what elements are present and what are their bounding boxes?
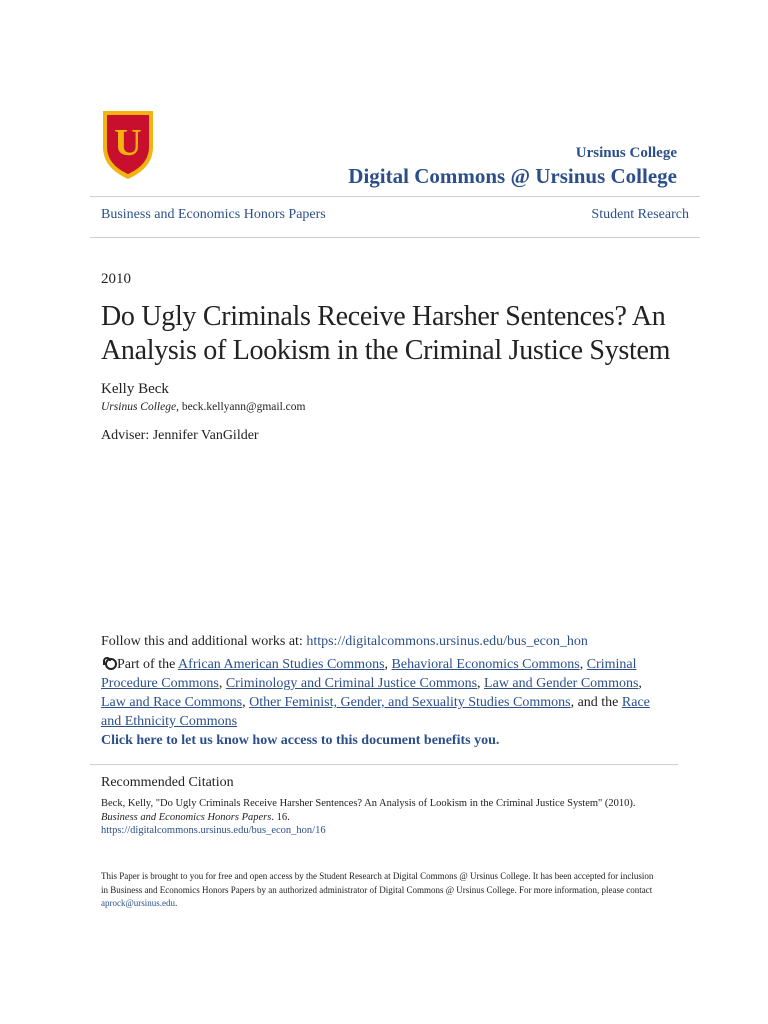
citation-series: Business and Economics Honors Papers — [101, 811, 272, 823]
adviser: Adviser: Jennifer VanGilder — [101, 428, 259, 443]
commons-link-african-american[interactable]: African American Studies Commons — [178, 657, 385, 672]
citation-number: . 16. — [271, 811, 290, 823]
citation-divider — [90, 764, 678, 765]
student-research-link[interactable]: Student Research — [591, 207, 689, 222]
part-of-commons: Part of the African American Studies Commons, Behavioral Economics Commons, Criminal Procedure Commons, Criminology and Criminal Justice Commons, Law and Gender Commons, Law and Race Commons, Other Feminist, Gender, and Sexuality Studies Commons, and the Race and Ethnicity Commons — [101, 657, 650, 729]
open-access-icon — [101, 656, 117, 670]
citation-body — [101, 797, 671, 838]
follow-label: Follow this and additional works at: — [101, 634, 307, 649]
follow-line — [101, 634, 588, 650]
site-header — [348, 145, 677, 189]
benefit-feedback-link[interactable]: Click here to let us know how access to this document benefits you. — [101, 733, 500, 748]
digital-commons-title[interactable]: Digital Commons @ Ursinus College — [348, 164, 677, 188]
commons-link-law-gender[interactable]: Law and Gender Commons — [484, 676, 639, 691]
contact-email-link[interactable]: aprock@ursinus.edu — [101, 898, 176, 908]
and-the-text: , and the — [570, 695, 622, 710]
nav-divider — [90, 237, 700, 238]
affiliation-email: , beck.kellyann@gmail.com — [176, 401, 306, 413]
footer-end: . — [175, 898, 178, 908]
commons-link-criminal-procedure[interactable]: Criminal Procedure Commons — [101, 657, 637, 691]
ursinus-shield-logo — [101, 109, 155, 181]
commons-link-feminist-studies[interactable]: Other Feminist, Gender, and Sexuality Studies Commons — [249, 695, 571, 710]
footer-text: This Paper is brought to you for free and open access by the Student Research at Digital Commons @ Ursinus College. It has been accepted for inclusion in Business and Economics Honors Papers by an authorized administrator of Digital Commons @ Ursinus College. For more information, please contact — [101, 871, 654, 895]
part-of-label: Part of the — [117, 657, 179, 672]
college-name[interactable]: Ursinus College — [575, 145, 677, 161]
commons-link-law-race[interactable]: Law and Race Commons — [101, 695, 243, 710]
author-name: Kelly Beck — [101, 381, 169, 397]
publication-year: 2010 — [101, 271, 131, 287]
commons-link-criminology[interactable]: Criminology and Criminal Justice Commons — [225, 676, 478, 691]
citation-text: Beck, Kelly, "Do Ugly Criminals Receive Harsher Sentences? An Analysis of Lookism in the Criminal Justice System" (2010). — [101, 798, 636, 809]
logo-letter: U — [114, 122, 142, 164]
footer-notice — [101, 870, 661, 911]
paper-title: Do Ugly Criminals Receive Harsher Sentences? An Analysis of Lookism in the Criminal Justice System — [101, 301, 671, 366]
follow-url-link[interactable]: https://digitalcommons.ursinus.edu/bus_econ_hon — [306, 634, 588, 649]
author-affiliation — [101, 401, 305, 413]
commons-link-race-ethnicity[interactable]: Race and Ethnicity Commons — [101, 695, 650, 729]
affiliation-institution: Ursinus College — [101, 401, 177, 413]
commons-link-behavioral-economics[interactable]: Behavioral Economics Commons — [391, 657, 580, 672]
citation-heading: Recommended Citation — [101, 775, 234, 790]
citation-url-link[interactable]: https://digitalcommons.ursinus.edu/bus_econ_hon/16 — [101, 825, 326, 836]
header-divider — [90, 196, 700, 197]
series-link[interactable]: Business and Economics Honors Papers — [101, 207, 326, 222]
